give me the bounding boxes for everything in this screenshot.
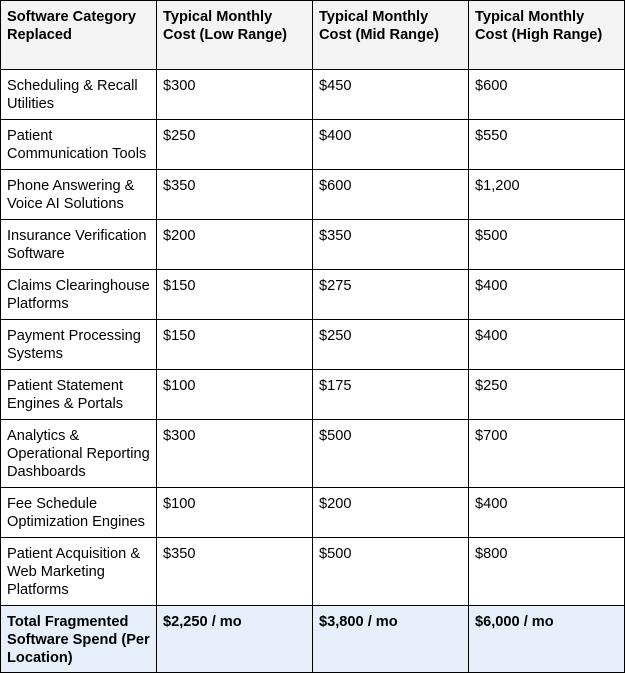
category-cell: Patient Statement Engines & Portals <box>1 370 157 420</box>
mid-cost-cell: $200 <box>313 488 469 538</box>
high-cost-cell: $700 <box>469 420 625 488</box>
low-cost-cell: $150 <box>157 270 313 320</box>
mid-cost-cell: $400 <box>313 120 469 170</box>
mid-cost-cell: $175 <box>313 370 469 420</box>
high-cost-cell: $600 <box>469 70 625 120</box>
total-high-cost: $6,000 / mo <box>469 606 625 673</box>
category-cell: Patient Communication Tools <box>1 120 157 170</box>
table-row <box>1 320 625 370</box>
low-cost-cell: $100 <box>157 488 313 538</box>
table-footer <box>1 606 625 673</box>
header-row <box>1 1 625 70</box>
header-mid-range: Typical Monthly Cost (Mid Range) <box>313 1 469 70</box>
high-cost-cell: $1,200 <box>469 170 625 220</box>
total-low-cost: $2,250 / mo <box>157 606 313 673</box>
table-header <box>1 1 625 70</box>
high-cost-cell: $550 <box>469 120 625 170</box>
table-row <box>1 488 625 538</box>
low-cost-cell: $300 <box>157 420 313 488</box>
table-body <box>1 70 625 606</box>
header-category: Software Category Replaced <box>1 1 157 70</box>
header-high-range: Typical Monthly Cost (High Range) <box>469 1 625 70</box>
high-cost-cell: $800 <box>469 538 625 606</box>
mid-cost-cell: $350 <box>313 220 469 270</box>
mid-cost-cell: $500 <box>313 538 469 606</box>
category-cell: Analytics & Operational Reporting Dashboards <box>1 420 157 488</box>
low-cost-cell: $350 <box>157 170 313 220</box>
low-cost-cell: $300 <box>157 70 313 120</box>
low-cost-cell: $150 <box>157 320 313 370</box>
category-cell: Insurance Verification Software <box>1 220 157 270</box>
category-cell: Payment Processing Systems <box>1 320 157 370</box>
mid-cost-cell: $500 <box>313 420 469 488</box>
total-row <box>1 606 625 673</box>
low-cost-cell: $350 <box>157 538 313 606</box>
high-cost-cell: $400 <box>469 320 625 370</box>
table-row <box>1 370 625 420</box>
table-row <box>1 420 625 488</box>
category-cell: Scheduling & Recall Utilities <box>1 70 157 120</box>
high-cost-cell: $400 <box>469 270 625 320</box>
category-cell: Phone Answering & Voice AI Solutions <box>1 170 157 220</box>
table-row <box>1 170 625 220</box>
table-row <box>1 120 625 170</box>
low-cost-cell: $100 <box>157 370 313 420</box>
high-cost-cell: $400 <box>469 488 625 538</box>
header-low-range: Typical Monthly Cost (Low Range) <box>157 1 313 70</box>
low-cost-cell: $200 <box>157 220 313 270</box>
high-cost-cell: $500 <box>469 220 625 270</box>
mid-cost-cell: $600 <box>313 170 469 220</box>
table-row <box>1 270 625 320</box>
low-cost-cell: $250 <box>157 120 313 170</box>
table-row <box>1 70 625 120</box>
mid-cost-cell: $275 <box>313 270 469 320</box>
total-label: Total Fragmented Software Spend (Per Location) <box>1 606 157 673</box>
category-cell: Claims Clearinghouse Platforms <box>1 270 157 320</box>
mid-cost-cell: $250 <box>313 320 469 370</box>
high-cost-cell: $250 <box>469 370 625 420</box>
table-row <box>1 538 625 606</box>
category-cell: Patient Acquisition & Web Marketing Platforms <box>1 538 157 606</box>
category-cell: Fee Schedule Optimization Engines <box>1 488 157 538</box>
mid-cost-cell: $450 <box>313 70 469 120</box>
table-row <box>1 220 625 270</box>
total-mid-cost: $3,800 / mo <box>313 606 469 673</box>
